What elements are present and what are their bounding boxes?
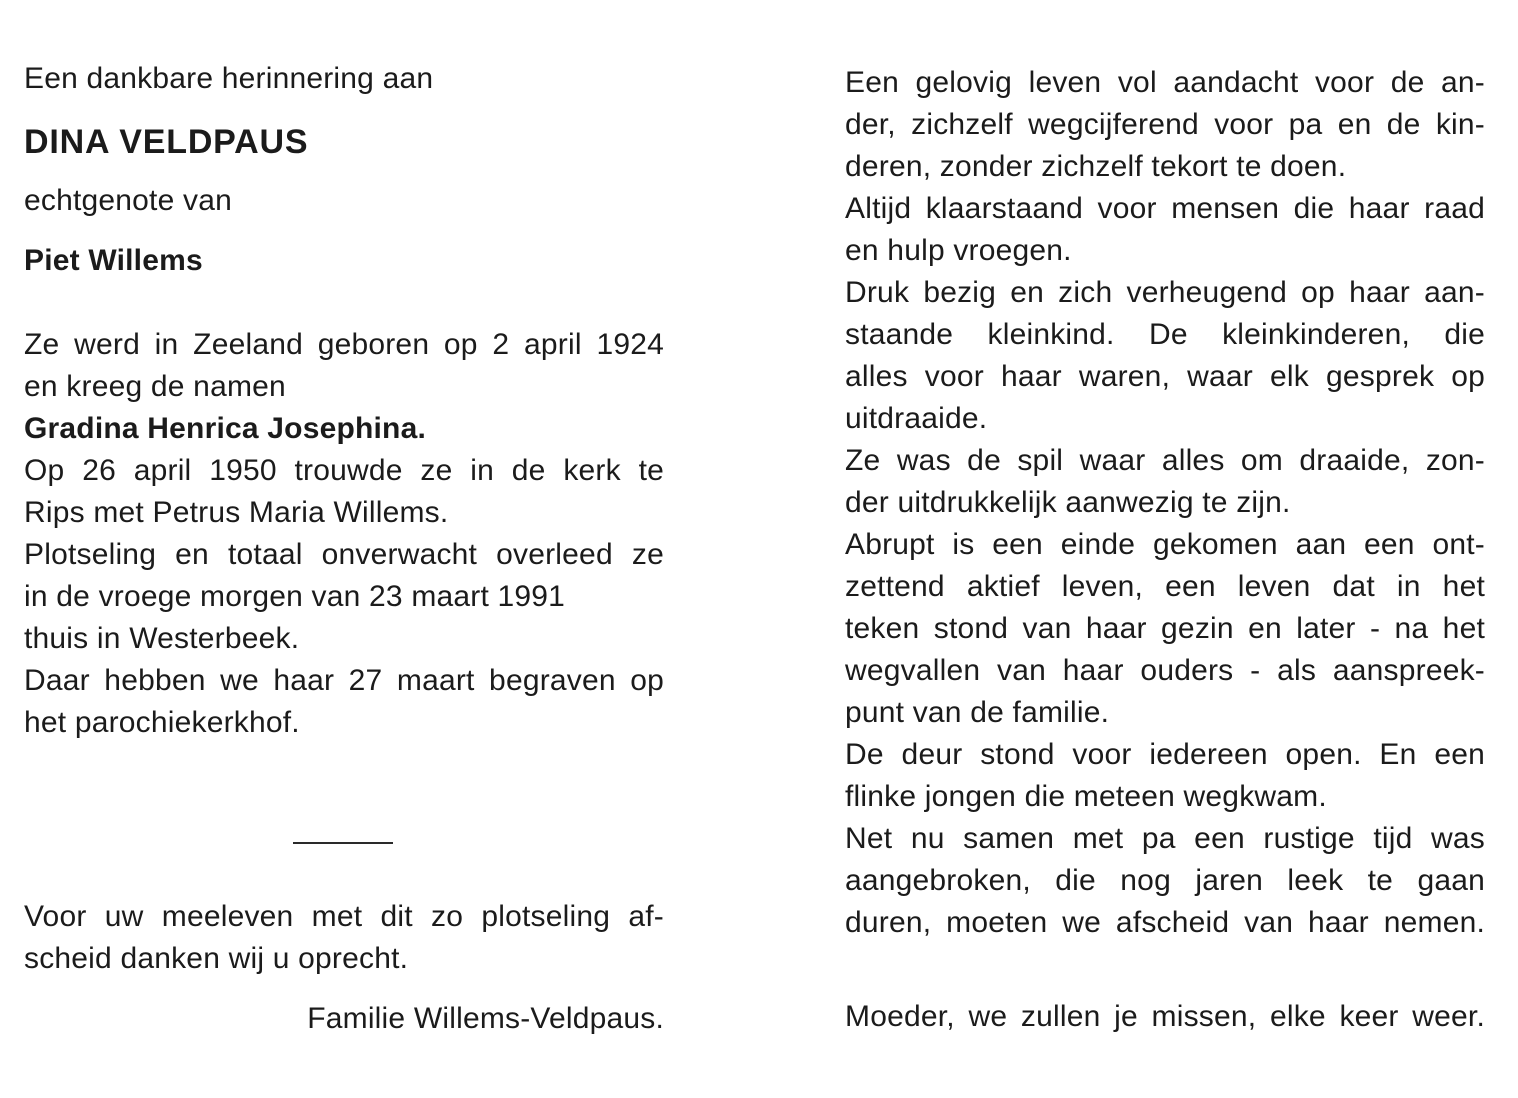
tribute-line: Een gelovig leven vol aandacht voor de an- [845, 66, 1485, 99]
tribute-line: teken stond van haar gezin en later - na het [845, 612, 1485, 645]
spouse-label: echtgenote van [24, 184, 232, 217]
tribute-line: alles voor haar waren, waar elk gesprek op [845, 360, 1485, 393]
bio-line: in de vroege morgen van 23 maart 1991 [24, 580, 566, 613]
tribute-line: Abrupt is een einde gekomen aan een ont- [845, 528, 1485, 561]
closing-line: Moeder, we zullen je missen, elke keer weer. [845, 1000, 1485, 1033]
bio-line: en kreeg de namen [24, 370, 286, 403]
bio-line: Rips met Petrus Maria Willems. [24, 496, 449, 529]
thanks-line: scheid danken wij u oprecht. [24, 942, 409, 975]
left-column [24, 58, 664, 744]
signature-text: Familie Willems-Veldpaus. [307, 1002, 664, 1035]
tribute-line: duren, moeten we afscheid van haar nemen. [845, 906, 1485, 939]
bio-line: Plotseling en totaal onverwacht overleed ze [24, 538, 664, 571]
bio-line: Daar hebben we haar 27 maart begraven op [24, 664, 664, 697]
closing-block [845, 996, 1485, 1038]
family-signature [24, 998, 664, 1040]
tribute-line: en hulp vroegen. [845, 234, 1072, 267]
bio-line: Ze werd in Zeeland geboren op 2 april 1924 [24, 328, 664, 361]
tribute-line: aangebroken, die nog jaren leek te gaan [845, 864, 1485, 897]
bio-line: het parochiekerkhof. [24, 706, 300, 739]
tribute-line: zettend aktief leven, een leven dat in het [845, 570, 1485, 603]
tribute-line: deren, zonder zichzelf tekort te doen. [845, 150, 1347, 183]
given-names: Gradina Henrica Josephina. [24, 412, 426, 445]
bio-line: thuis in Westerbeek. [24, 622, 300, 655]
deceased-name: DINA VELDPAUS [24, 123, 309, 161]
tribute-line: staande kleinkind. De kleinkinderen, die [845, 318, 1485, 351]
tribute-line: Altijd klaarstaand voor mensen die haar raad [845, 192, 1485, 225]
tribute-line: Net nu samen met pa een rustige tijd was [845, 822, 1485, 855]
spouse-name: Piet Willems [24, 244, 203, 277]
tribute-line: der, zichzelf wegcijferend voor pa en de kin- [845, 108, 1485, 141]
tribute-line: uitdraaide. [845, 402, 988, 435]
thanks-block [24, 896, 664, 980]
tribute-line: punt van de familie. [845, 696, 1110, 729]
tribute-line: Druk bezig en zich verheugend op haar aan- [845, 276, 1485, 309]
right-column [845, 62, 1485, 944]
tribute-line: der uitdrukkelijk aanwezig te zijn. [845, 486, 1291, 519]
intro-text: Een dankbare herinnering aan [24, 62, 434, 95]
bio-line: Op 26 april 1950 trouwde ze in de kerk te [24, 454, 664, 487]
tribute-line: flinke jongen die meteen wegkwam. [845, 780, 1327, 813]
thanks-line: Voor uw meeleven met dit zo plotseling af- [24, 900, 664, 933]
tribute-line: wegvallen van haar ouders - als aanspreek- [845, 654, 1485, 687]
tribute-line: De deur stond voor iedereen open. En een [845, 738, 1485, 771]
divider-line [293, 842, 393, 844]
tribute-line: Ze was de spil waar alles om draaide, zon- [845, 444, 1485, 477]
